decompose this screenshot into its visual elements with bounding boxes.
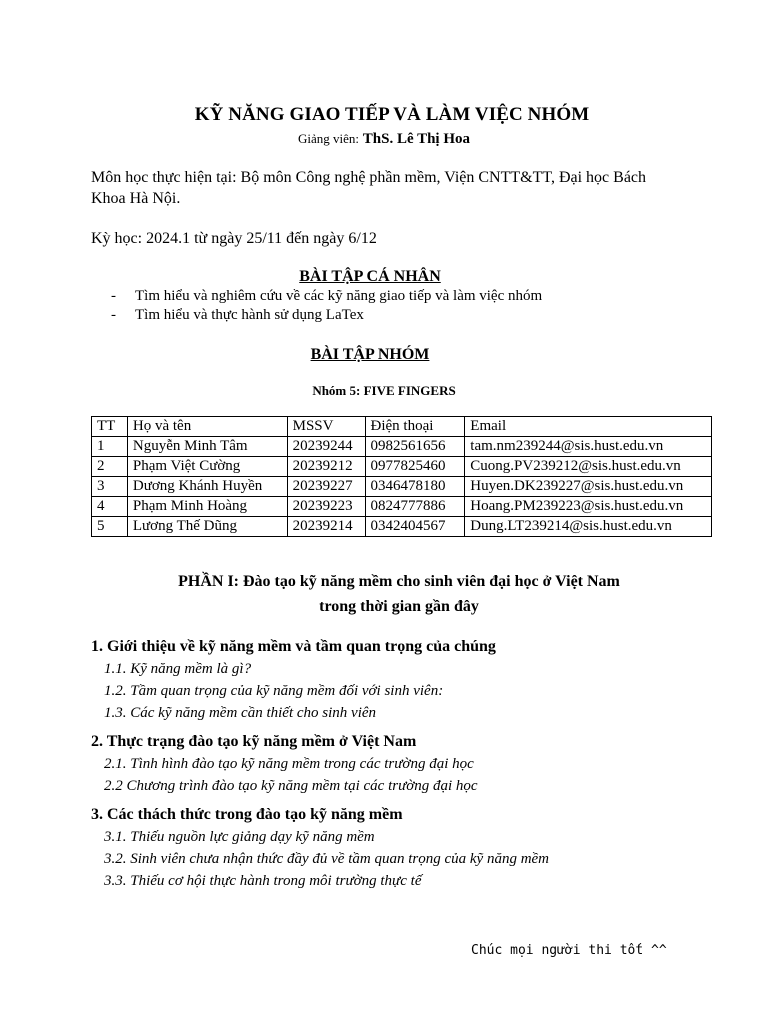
section-title: 2. Thực trạng đào tạo kỹ năng mềm ở Việt Nam: [91, 733, 417, 750]
table-cell: 3: [92, 477, 128, 497]
table-cell: 20239212: [287, 457, 365, 477]
table-cell: Phạm Việt Cường: [127, 457, 287, 477]
table-cell: 20239214: [287, 517, 365, 537]
document-title: KỸ NĂNG GIAO TIẾP VÀ LÀM VIỆC NHÓM: [194, 104, 590, 125]
table-cell: Hoang.PM239223@sis.hust.edu.vn: [465, 497, 712, 517]
list-item-text: Tìm hiểu và nghiêm cứu về các kỹ năng giao tiếp và làm việc nhóm: [135, 288, 543, 304]
subsection-item: 2.1. Tình hình đào tạo kỹ năng mềm trong các trường đại học: [104, 756, 474, 772]
members-table: [91, 416, 712, 537]
bullet-dash: -: [111, 307, 116, 323]
table-cell: Cuong.PV239212@sis.hust.edu.vn: [465, 457, 712, 477]
term-info: Kỳ học: 2024.1 từ ngày 25/11 đến ngày 6/12: [91, 230, 377, 247]
outline-section: [91, 804, 731, 892]
part-title-line: trong thời gian gần đây: [319, 598, 479, 615]
table-cell: 0824777886: [365, 497, 465, 517]
part-title-line: PHẦN I: Đào tạo kỹ năng mềm cho sinh viên đại học ở Việt Nam: [178, 573, 620, 590]
table-cell: 2: [92, 457, 128, 477]
table-cell: 0346478180: [365, 477, 465, 497]
lecturer-line: [0, 131, 768, 148]
table-cell: 5: [92, 517, 128, 537]
table-cell: 20239223: [287, 497, 365, 517]
table-cell: 0982561656: [365, 437, 465, 457]
table-cell: Nguyễn Minh Tâm: [127, 437, 287, 457]
table-row: [92, 497, 712, 517]
table-cell: 4: [92, 497, 128, 517]
column-header: Họ và tên: [127, 417, 287, 437]
course-info: [91, 167, 691, 209]
table-cell: 20239227: [287, 477, 365, 497]
list-item: [111, 287, 542, 306]
column-header: Email: [465, 417, 712, 437]
subsection-item: 1.2. Tầm quan trọng của kỹ năng mềm đối với sinh viên:: [104, 683, 444, 699]
list-item: [111, 306, 542, 325]
column-header: Điện thoại: [365, 417, 465, 437]
section-title: 1. Giới thiệu về kỹ năng mềm và tầm quan trọng của chúng: [91, 638, 496, 655]
table-cell: 20239244: [287, 437, 365, 457]
table-cell: Lương Thế Dũng: [127, 517, 287, 537]
course-info-line: Khoa Hà Nội.: [91, 190, 181, 207]
table-cell: tam.nm239244@sis.hust.edu.vn: [465, 437, 712, 457]
course-info-line: Môn học thực hiện tại: Bộ môn Công nghệ phần mềm, Viện CNTT&TT, Đại học Bách: [91, 169, 647, 186]
outline-section: [91, 731, 731, 797]
table-row: [92, 437, 712, 457]
subsection-item: 1.3. Các kỹ năng mềm cần thiết cho sinh viên: [104, 705, 377, 721]
table-cell: 0342404567: [365, 517, 465, 537]
subsection-item: 1.1. Kỹ năng mềm là gì?: [104, 661, 252, 677]
table-cell: 1: [92, 437, 128, 457]
table-cell: 0977825460: [365, 457, 465, 477]
subsection-item: 3.3. Thiếu cơ hội thực hành trong môi trường thực tế: [104, 873, 422, 889]
lecturer-label: Giảng viên:: [297, 131, 359, 146]
individual-list: [111, 287, 542, 325]
table-cell: Huyen.DK239227@sis.hust.edu.vn: [465, 477, 712, 497]
column-header: TT: [92, 417, 128, 437]
group-name: Nhóm 5: FIVE FINGERS: [312, 383, 456, 398]
subsection-item: 3.1. Thiếu nguồn lực giảng dạy kỹ năng mềm: [104, 829, 375, 845]
group-heading: BÀI TẬP NHÓM: [310, 346, 430, 363]
section-title: 3. Các thách thức trong đào tạo kỹ năng mềm: [91, 806, 403, 823]
table-row: [92, 477, 712, 497]
individual-heading: BÀI TẬP CÁ NHÂN: [299, 268, 441, 285]
column-header: MSSV: [287, 417, 365, 437]
bullet-dash: -: [111, 288, 116, 304]
subsection-item: 2.2 Chương trình đào tạo kỹ năng mềm tại các trường đại học: [104, 778, 478, 794]
table-cell: Dung.LT239214@sis.hust.edu.vn: [465, 517, 712, 537]
table-header-row: [92, 417, 712, 437]
table-row: [92, 517, 712, 537]
table-row: [92, 457, 712, 477]
table-cell: Phạm Minh Hoàng: [127, 497, 287, 517]
closing-note: Chúc mọi người thi tốt ^^: [471, 943, 667, 958]
list-item-text: Tìm hiểu và thực hành sử dụng LaTex: [135, 307, 364, 323]
outline-section: [91, 636, 731, 724]
table-cell: Dương Khánh Huyền: [127, 477, 287, 497]
lecturer-name: ThS. Lê Thị Hoa: [362, 131, 471, 147]
subsection-item: 3.2. Sinh viên chưa nhận thức đầy đủ về tầm quan trọng của kỹ năng mềm: [104, 851, 550, 867]
